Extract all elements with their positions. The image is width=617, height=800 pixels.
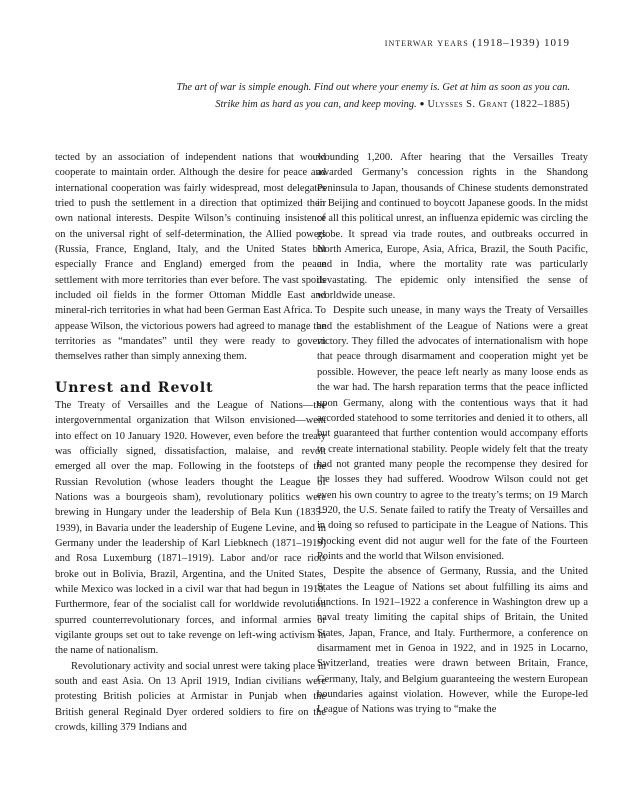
epigraph-attribution: Ulysses S. Grant (1822–1885) (427, 98, 570, 110)
epigraph-quote-line-2: Strike him as hard as you can, and keep moving. (215, 98, 417, 110)
epigraph (90, 80, 570, 112)
bullet-icon: ● (419, 98, 425, 108)
section-heading: Unrest and Revolt (55, 379, 214, 396)
epigraph-line-1 (90, 80, 570, 96)
left-paragraph-1: tected by an association of independent nations that would cooperate to maintain order. Although the desire for peace and international cooperation was fairly widespread, most delegates tried to push the settlement in a direction that optimized their own national interests. Despite Wilson’s continuing insistence on the universal right of self-determination, the Allied powers (Russia, France, England, Italy, and the United States but especially France and England) emerged from the peace settlement with more territories than ever before. The vast spoils included oil fields in the former Ottoman Middle East and mineral-rich territories in what had been German East Africa. To appease Wilson, the victorious powers had agreed to manage the territories as “mandates” until they were ready to govern themselves rather than simply annexing them. (55, 152, 326, 363)
right-paragraph-2: Despite such unease, in many ways the Treaty of Versailles and the establishment of the League of Nations were a great victory. They filled the advocates of internationalism with hope that peace through disarmament and cooperation might yet be possible. However, the peace left nearly as many loose ends as the war had. The harsh reparation terms that the peace inflicted upon Germany, along with the contentious ways that it had accorded statehood to some territories and denied it to others, all but guaranteed that further contention would accompany efforts to create international stability. People widely felt that the treaty had not granted many people the recompense they desired for the losses they had suffered. Woodrow Wilson could not get even his own country to agree to the treaty’s terms; on 19 March 1920, the U.S. Senate failed to ratify the Treaty of Versailles and in doing so refused to participate in the League of Nations. This shocking event did not augur well for the fate of the Fourteen Points and the world that Wilson envisioned. (317, 305, 588, 562)
running-head: interwar years (1918–1939) 1019 (384, 37, 570, 49)
right-column (317, 150, 588, 718)
epigraph-line-2 (90, 96, 570, 113)
left-paragraph-2: The Treaty of Versailles and the League of Nations—the intergovernmental organization that Wilson envisioned—went into effect on 10 January 1920. However, even before the treaty was officially signed, dissatisfaction, malaise, and revolt emerged all over the map. Following in the footsteps of the Russian Revolution (whose leaders thought the League of Nations was a bourgeois sham), revolutionary politics were brewing in Hungary under the leadership of Bela Kun (1835–1939), in Bavaria under the leadership of Eugene Levine, and in Germany under the leadership of Karl Liebknech (1871–1919) and Rosa Luxemburg (1871–1919). Labor and/or race riots broke out in Bolivia, Brazil, Argentina, and the United States, while Mexico was locked in a civil war that had begun in 1910. Furthermore, fear of the socialist call for worldwide revolution spurred counterrevolutionary forces, and informal armies or vigilante groups set out to take revenge on left-wing activism in the name of nationalism. (55, 399, 326, 657)
epigraph-quote-line-1: The art of war is simple enough. Find out where your enemy is. Get at him as soon as you can. (176, 82, 570, 93)
left-paragraph-3: Revolutionary activity and social unrest were taking place in south and east Asia. On 13 April 1919, Indian civilians were protesting British policies at Armistar in Punjab when the British general Reginald Dyer ordered soldiers to fire on the crowds, killing 379 Indians and (55, 660, 326, 734)
left-column (55, 150, 326, 735)
right-paragraph-3: Despite the absence of Germany, Russia, and the United States the League of Nations set about fulfilling its aims and functions. In 1921–1922 a conference in Washington drew up a naval treaty limiting the capital ships of Britain, the United States, Japan, France, and Italy. Furthermore, a conference on disarmament met in Genoa in 1922, and in 1925 in Locarno, Switzerland, treaties were drawn between Britain, France, Germany, Italy, and Belgium guaranteeing the western European boundaries against violation. However, while the Europe-led League of Nations was trying to “make the (317, 566, 588, 716)
right-paragraph-1: wounding 1,200. After hearing that the Versailles Treaty awarded Germany’s concession rights in the Shandong Peninsula to Japan, thousands of Chinese students demonstrated in Beijing and continued to boycott Japanese goods. In the midst of all this political unrest, an influenza epidemic was circling the globe. It spread via trade routes, and outbreaks occurred in North America, Europe, Asia, Africa, Brazil, the South Pacific, and in India, where the mortality rate was particularly devastating. The epidemic only intensified the sense of worldwide unease. (317, 152, 588, 302)
